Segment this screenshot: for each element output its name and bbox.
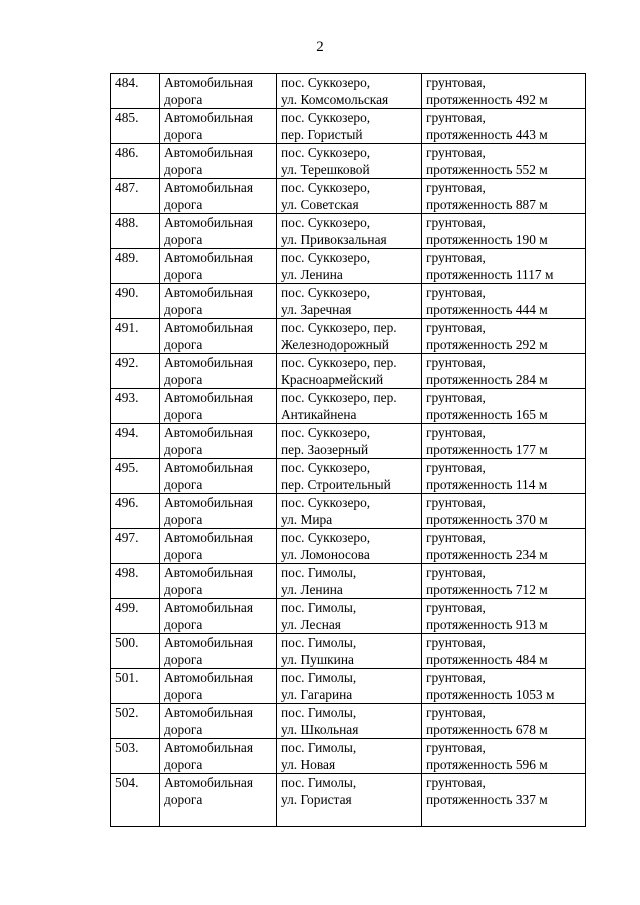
object-type-line-1: Автомобильная <box>164 425 253 440</box>
page-number: 2 <box>316 39 324 55</box>
object-type-line-2: дорога <box>164 232 203 247</box>
location-cell <box>277 494 422 529</box>
description-line-2: протяженность 444 м <box>426 302 548 317</box>
object-type-line-1: Автомобильная <box>164 110 253 125</box>
description-cell <box>422 389 586 424</box>
object-type-cell <box>160 564 277 599</box>
object-type-cell <box>160 424 277 459</box>
location-line-2: ул. Гористая <box>281 792 352 807</box>
location-line-1: пос. Суккозеро, <box>281 215 371 230</box>
description-line-1: грунтовая, <box>426 740 486 755</box>
description-cell <box>422 634 586 669</box>
row-number-cell: 499. <box>111 599 160 634</box>
description-cell <box>422 529 586 564</box>
object-type-cell <box>160 249 277 284</box>
object-type-cell <box>160 739 277 774</box>
description-line-1: грунтовая, <box>426 775 486 790</box>
object-type-line-1: Автомобильная <box>164 355 253 370</box>
description-line-1: грунтовая, <box>426 495 486 510</box>
location-line-2: ул. Лесная <box>281 617 341 632</box>
description-line-1: грунтовая, <box>426 635 486 650</box>
table-row <box>111 144 586 179</box>
location-line-2: пер. Гористый <box>281 127 363 142</box>
object-type-cell <box>160 459 277 494</box>
description-line-1: грунтовая, <box>426 320 486 335</box>
description-line-1: грунтовая, <box>426 460 486 475</box>
location-line-2: ул. Заречная <box>281 302 352 317</box>
location-cell <box>277 249 422 284</box>
object-type-line-2: дорога <box>164 162 203 177</box>
location-line-1: пос. Гимолы, <box>281 775 357 790</box>
location-cell <box>277 599 422 634</box>
row-number-cell: 484. <box>111 74 160 109</box>
location-line-1: пос. Суккозеро, пер. <box>281 320 397 335</box>
table-row <box>111 459 586 494</box>
table-row <box>111 319 586 354</box>
location-line-2: ул. Ломоносова <box>281 547 370 562</box>
description-line-2: протяженность 370 м <box>426 512 548 527</box>
table-row <box>111 354 586 389</box>
object-type-cell <box>160 669 277 704</box>
location-line-2: пер. Строительный <box>281 477 391 492</box>
location-cell <box>277 774 422 827</box>
location-line-2: ул. Ленина <box>281 582 343 597</box>
object-type-cell <box>160 354 277 389</box>
location-line-2: ул. Привокзальная <box>281 232 387 247</box>
location-line-1: пос. Суккозеро, <box>281 460 371 475</box>
row-number-cell: 504. <box>111 774 160 827</box>
row-number-cell: 485. <box>111 109 160 144</box>
table-row <box>111 284 586 319</box>
location-line-1: пос. Суккозеро, пер. <box>281 390 397 405</box>
description-line-2: протяженность 177 м <box>426 442 548 457</box>
table-row <box>111 529 586 564</box>
road-registry-table <box>110 73 586 827</box>
location-cell <box>277 564 422 599</box>
location-cell <box>277 179 422 214</box>
table-row <box>111 564 586 599</box>
object-type-line-1: Автомобильная <box>164 250 253 265</box>
row-number-cell: 488. <box>111 214 160 249</box>
object-type-line-1: Автомобильная <box>164 635 253 650</box>
description-line-2: протяженность 284 м <box>426 372 548 387</box>
location-line-2: пер. Заозерный <box>281 442 369 457</box>
object-type-line-1: Автомобильная <box>164 285 253 300</box>
location-cell <box>277 704 422 739</box>
description-line-1: грунтовая, <box>426 705 486 720</box>
description-line-2: протяженность 337 м <box>426 792 548 807</box>
location-cell <box>277 74 422 109</box>
object-type-line-2: дорога <box>164 127 203 142</box>
location-line-1: пос. Суккозеро, <box>281 180 371 195</box>
table-row <box>111 74 586 109</box>
row-number-cell: 503. <box>111 739 160 774</box>
description-cell <box>422 319 586 354</box>
object-type-cell <box>160 389 277 424</box>
object-type-line-1: Автомобильная <box>164 215 253 230</box>
object-type-cell <box>160 214 277 249</box>
location-cell <box>277 529 422 564</box>
description-line-2: протяженность 234 м <box>426 547 548 562</box>
object-type-line-1: Автомобильная <box>164 75 253 90</box>
object-type-line-1: Автомобильная <box>164 530 253 545</box>
object-type-line-2: дорога <box>164 337 203 352</box>
location-cell <box>277 284 422 319</box>
description-line-2: протяженность 292 м <box>426 337 548 352</box>
location-line-2: ул. Новая <box>281 757 336 772</box>
location-line-2: ул. Ленина <box>281 267 343 282</box>
description-line-2: протяженность 552 м <box>426 162 548 177</box>
location-cell <box>277 634 422 669</box>
object-type-cell <box>160 319 277 354</box>
location-line-1: пос. Гимолы, <box>281 705 357 720</box>
object-type-line-2: дорога <box>164 687 203 702</box>
row-number-cell: 492. <box>111 354 160 389</box>
object-type-line-2: дорога <box>164 372 203 387</box>
description-line-1: грунтовая, <box>426 530 486 545</box>
object-type-line-2: дорога <box>164 652 203 667</box>
description-line-1: грунтовая, <box>426 565 486 580</box>
row-number-cell: 494. <box>111 424 160 459</box>
object-type-line-2: дорога <box>164 547 203 562</box>
description-cell <box>422 179 586 214</box>
object-type-cell <box>160 599 277 634</box>
location-line-1: пос. Гимолы, <box>281 600 357 615</box>
object-type-line-2: дорога <box>164 407 203 422</box>
table-row <box>111 634 586 669</box>
location-cell <box>277 354 422 389</box>
row-number-cell: 500. <box>111 634 160 669</box>
location-line-1: пос. Суккозеро, пер. <box>281 355 397 370</box>
table-row <box>111 249 586 284</box>
description-cell <box>422 669 586 704</box>
location-line-1: пос. Суккозеро, <box>281 145 371 160</box>
description-line-1: грунтовая, <box>426 180 486 195</box>
object-type-line-2: дорога <box>164 722 203 737</box>
object-type-line-1: Автомобильная <box>164 775 253 790</box>
location-line-1: пос. Гимолы, <box>281 635 357 650</box>
location-line-1: пос. Суккозеро, <box>281 285 371 300</box>
description-cell <box>422 599 586 634</box>
description-line-1: грунтовая, <box>426 390 486 405</box>
table-row <box>111 494 586 529</box>
object-type-line-1: Автомобильная <box>164 320 253 335</box>
row-number-cell: 486. <box>111 144 160 179</box>
object-type-line-1: Автомобильная <box>164 565 253 580</box>
object-type-line-1: Автомобильная <box>164 390 253 405</box>
object-type-line-2: дорога <box>164 477 203 492</box>
description-line-1: грунтовая, <box>426 110 486 125</box>
location-line-2: ул. Терешковой <box>281 162 370 177</box>
location-line-1: пос. Суккозеро, <box>281 75 371 90</box>
table-row <box>111 389 586 424</box>
description-cell <box>422 354 586 389</box>
description-line-2: протяженность 678 м <box>426 722 548 737</box>
location-line-1: пос. Гимолы, <box>281 565 357 580</box>
row-number-cell: 502. <box>111 704 160 739</box>
object-type-line-2: дорога <box>164 512 203 527</box>
description-cell <box>422 109 586 144</box>
description-line-2: протяженность 887 м <box>426 197 548 212</box>
description-line-2: протяженность 712 м <box>426 582 548 597</box>
object-type-line-2: дорога <box>164 267 203 282</box>
row-number-cell: 490. <box>111 284 160 319</box>
location-line-2: ул. Школьная <box>281 722 359 737</box>
object-type-line-1: Автомобильная <box>164 460 253 475</box>
row-number-cell: 487. <box>111 179 160 214</box>
object-type-cell <box>160 284 277 319</box>
location-cell <box>277 109 422 144</box>
object-type-line-1: Автомобильная <box>164 145 253 160</box>
description-line-1: грунтовая, <box>426 250 486 265</box>
description-line-2: протяженность 1117 м <box>426 267 554 282</box>
object-type-cell <box>160 704 277 739</box>
location-line-2: ул. Гагарина <box>281 687 353 702</box>
row-number-cell: 497. <box>111 529 160 564</box>
location-cell <box>277 669 422 704</box>
location-cell <box>277 459 422 494</box>
location-line-1: пос. Гимолы, <box>281 740 357 755</box>
description-line-2: протяженность 484 м <box>426 652 548 667</box>
description-cell <box>422 249 586 284</box>
location-cell <box>277 739 422 774</box>
description-line-2: протяженность 596 м <box>426 757 548 772</box>
location-line-2: Антикайнена <box>281 407 357 422</box>
description-line-1: грунтовая, <box>426 425 486 440</box>
object-type-cell <box>160 634 277 669</box>
location-line-2: ул. Мира <box>281 512 333 527</box>
object-type-cell <box>160 74 277 109</box>
table-row <box>111 669 586 704</box>
location-cell <box>277 424 422 459</box>
object-type-line-1: Автомобильная <box>164 670 253 685</box>
description-line-2: протяженность 114 м <box>426 477 548 492</box>
description-line-1: грунтовая, <box>426 285 486 300</box>
object-type-cell <box>160 774 277 827</box>
table-row <box>111 109 586 144</box>
object-type-cell <box>160 179 277 214</box>
row-number-cell: 495. <box>111 459 160 494</box>
location-cell <box>277 389 422 424</box>
description-cell <box>422 284 586 319</box>
location-line-1: пос. Гимолы, <box>281 670 357 685</box>
object-type-line-2: дорога <box>164 442 203 457</box>
location-line-2: Железнодорожный <box>281 337 389 352</box>
table-row <box>111 179 586 214</box>
object-type-line-2: дорога <box>164 757 203 772</box>
row-number-cell: 496. <box>111 494 160 529</box>
description-cell <box>422 74 586 109</box>
object-type-line-1: Автомобильная <box>164 740 253 755</box>
table-row <box>111 599 586 634</box>
location-cell <box>277 214 422 249</box>
object-type-line-1: Автомобильная <box>164 705 253 720</box>
description-cell <box>422 704 586 739</box>
object-type-line-1: Автомобильная <box>164 600 253 615</box>
location-line-1: пос. Суккозеро, <box>281 110 371 125</box>
table-row <box>111 739 586 774</box>
description-line-1: грунтовая, <box>426 215 486 230</box>
description-line-2: протяженность 443 м <box>426 127 548 142</box>
location-line-1: пос. Суккозеро, <box>281 530 371 545</box>
description-line-1: грунтовая, <box>426 355 486 370</box>
description-cell <box>422 424 586 459</box>
location-line-1: пос. Суккозеро, <box>281 495 371 510</box>
description-line-1: грунтовая, <box>426 600 486 615</box>
description-cell <box>422 774 586 827</box>
description-cell <box>422 144 586 179</box>
object-type-line-2: дорога <box>164 197 203 212</box>
table-body <box>111 74 586 827</box>
object-type-line-1: Автомобильная <box>164 495 253 510</box>
location-line-2: ул. Комсомольская <box>281 92 389 107</box>
table-row <box>111 424 586 459</box>
description-cell <box>422 739 586 774</box>
table-row <box>111 704 586 739</box>
description-cell <box>422 564 586 599</box>
object-type-cell <box>160 529 277 564</box>
description-line-2: протяженность 165 м <box>426 407 548 422</box>
description-line-2: протяженность 190 м <box>426 232 548 247</box>
location-line-1: пос. Суккозеро, <box>281 425 371 440</box>
row-number-cell: 498. <box>111 564 160 599</box>
table-row <box>111 774 586 827</box>
object-type-line-2: дорога <box>164 792 203 807</box>
description-cell <box>422 494 586 529</box>
object-type-line-2: дорога <box>164 582 203 597</box>
object-type-cell <box>160 494 277 529</box>
location-line-2: ул. Пушкина <box>281 652 354 667</box>
description-line-2: протяженность 1053 м <box>426 687 555 702</box>
location-line-2: ул. Советская <box>281 197 359 212</box>
location-cell <box>277 144 422 179</box>
description-line-2: протяженность 913 м <box>426 617 548 632</box>
description-line-1: грунтовая, <box>426 75 486 90</box>
object-type-line-2: дорога <box>164 617 203 632</box>
location-line-1: пос. Суккозеро, <box>281 250 371 265</box>
object-type-cell <box>160 109 277 144</box>
description-line-1: грунтовая, <box>426 670 486 685</box>
row-number-cell: 491. <box>111 319 160 354</box>
description-line-2: протяженность 492 м <box>426 92 548 107</box>
object-type-line-2: дорога <box>164 302 203 317</box>
location-cell <box>277 319 422 354</box>
object-type-cell <box>160 144 277 179</box>
object-type-line-2: дорога <box>164 92 203 107</box>
description-cell <box>422 214 586 249</box>
row-number-cell: 501. <box>111 669 160 704</box>
location-line-2: Красноармейский <box>281 372 384 387</box>
object-type-line-1: Автомобильная <box>164 180 253 195</box>
row-number-cell: 489. <box>111 249 160 284</box>
row-number-cell: 493. <box>111 389 160 424</box>
description-line-1: грунтовая, <box>426 145 486 160</box>
table-row <box>111 214 586 249</box>
description-cell <box>422 459 586 494</box>
